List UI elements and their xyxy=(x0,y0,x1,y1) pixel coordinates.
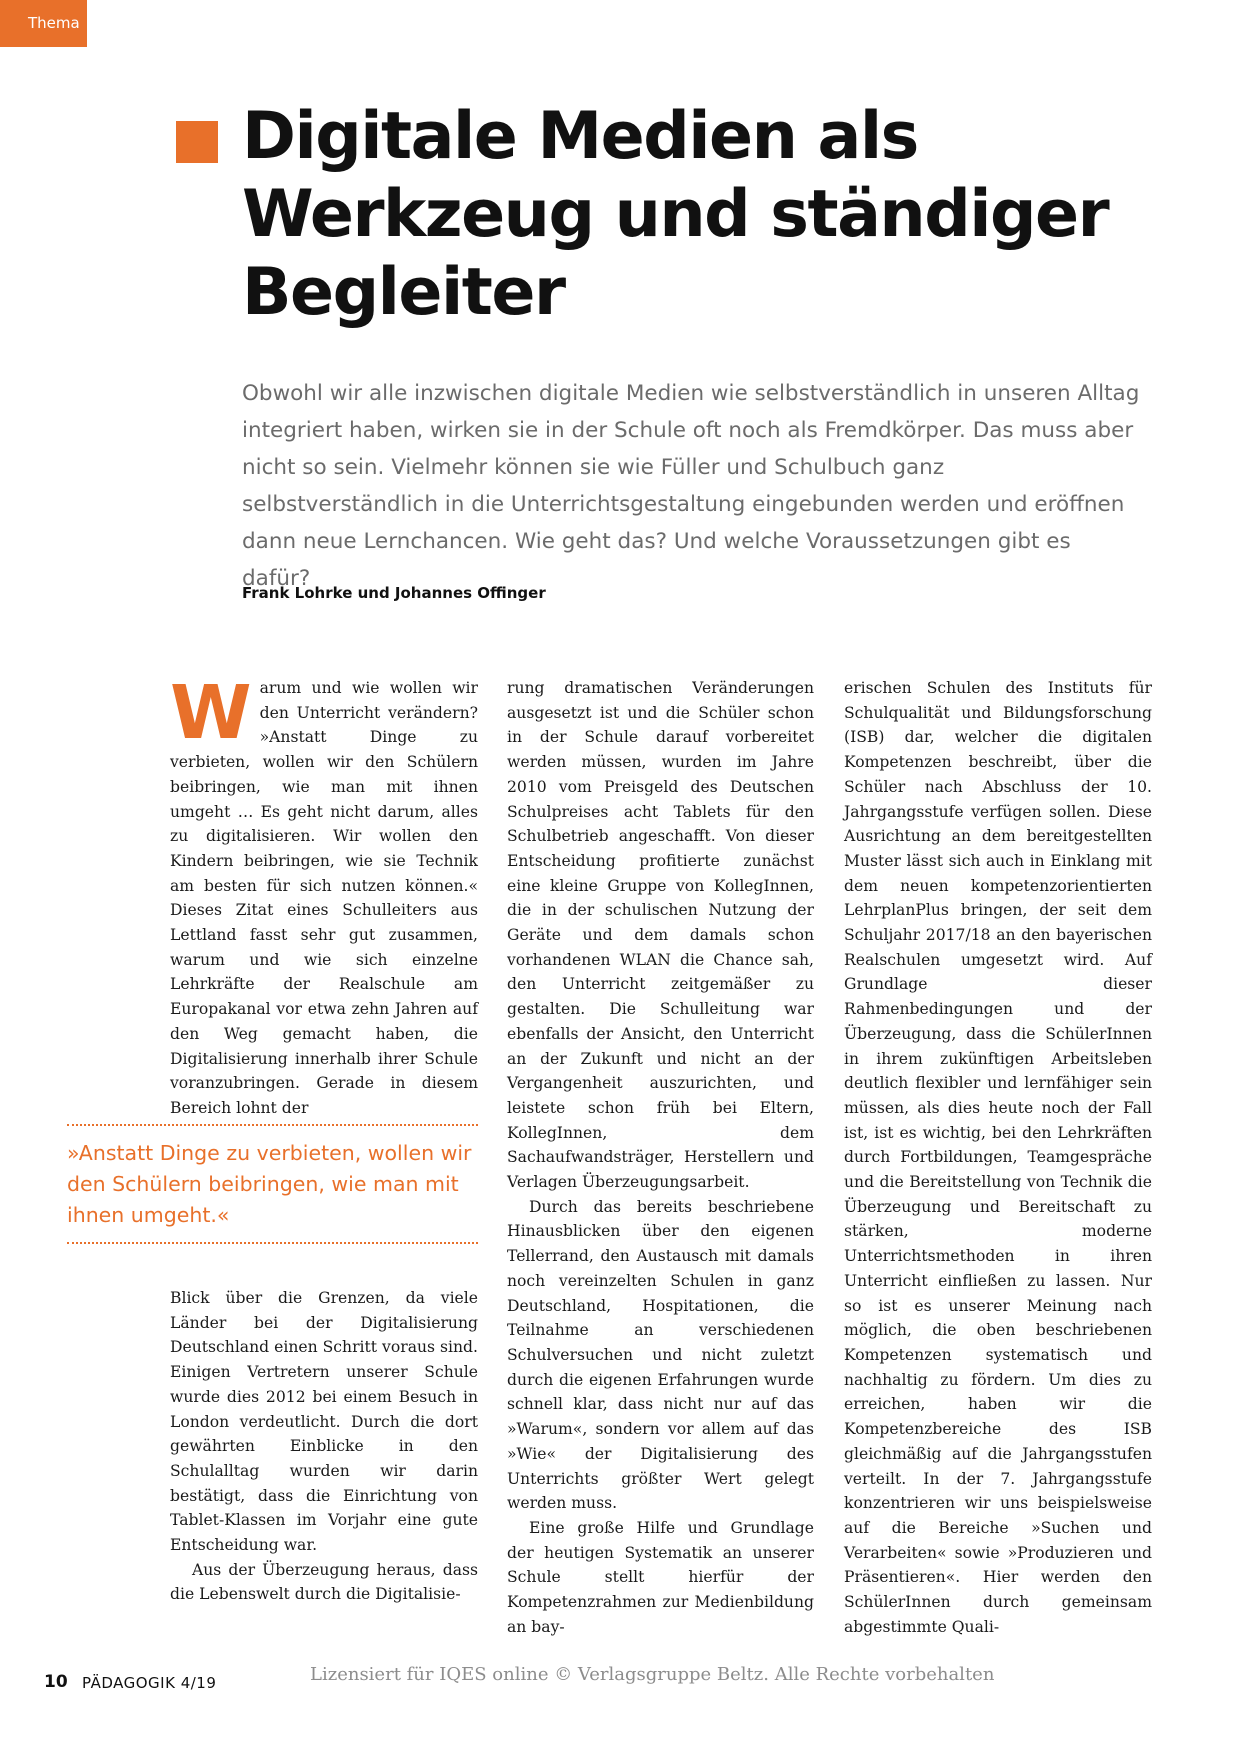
article-title: Digitale Medien als Werkzeug und ständiger Begleiter xyxy=(242,99,1109,330)
body-text: arum und wie wollen wir den Unterricht verändern? »Anstatt Dinge zu verbieten, wollen wir den Schülern beibringen, wie man mit ihnen umgeht … Es geht nicht darum, alles zu digitalisieren. Wir wollen den Kindern beibringen, wie sie Technik am besten für sich nutzen können.« Dieses Zitat eines Schulleiters aus Lettland fasst sehr gut zusammen, warum und wie sich einzelne Lehrkräfte der Realschule am Europakanal vor etwa zehn Jahren auf den Weg gemacht haben, die Digitalisierung innerhalb ihrer Schule voranzubringen. Gerade in diesem Bereich lohnt der xyxy=(170,679,478,1117)
body-paragraph: rung dramatischen Veränderungen ausgesetzt ist und die Schüler schon in der Schule darauf vorbereitet werden müssen, wurden im Jahre 2010 vom Preisgeld des Deutschen Schulpreises acht Tablets für den Schulbetrieb angeschafft. Von dieser Entscheidung profitierte zunächst eine kleine Gruppe von KollegInnen, die in der schulischen Nutzung der Geräte und dem damals schon vorhandenen WLAN die Chance sah, den Unterricht zeitgemäßer zu gestalten. Die Schulleitung war ebenfalls der Ansicht, den Unterricht an der Zukunft und nicht an der Vergangenheit auszurichten, und leistete schon früh bei Eltern, KollegInnen, dem Sachaufwandsträger, Herstellern und Verlagen Überzeugungsarbeit. xyxy=(507,679,814,1192)
magazine-issue: PÄDAGOGIK 4/19 xyxy=(82,1674,217,1692)
pullquote-rule-top xyxy=(67,1124,478,1126)
body-column-2 xyxy=(507,676,814,1639)
article-lead: Obwohl wir alle inzwischen digitale Medien wie selbstverständlich in unseren Alltag integriert haben, wirken sie in der Schule oft noch als Fremdkörper. Das muss aber nicht so sein. Vielmehr können sie wie Füller und Schulbuch ganz selbstverständlich in die Unterrichtsgestaltung eingebunden werden und eröffnen dann neue Lernchancen. Wie geht das? Und welche Voraussetzungen gibt es dafür? xyxy=(242,381,1140,591)
body-paragraph: Durch das bereits beschriebene Hinausblicken über den eigenen Tellerrand, den Austausch mit damals noch vereinzelten Schulen in ganz Deutschland, Hospitationen, die Teilnahme an verschiedenen Schulversuchen und nicht zuletzt durch die eigenen Erfahrungen wurde schnell klar, dass nicht nur auf das »Warum«, sondern vor allem auf das »Wie« der Digitalisierung des Unterrichts größter Wert gelegt werden muss. xyxy=(507,1197,814,1513)
body-paragraph: Aus der Überzeugung heraus, dass die Lebenswelt durch die Digitalisie- xyxy=(170,1560,478,1604)
body-paragraph: Eine große Hilfe und Grundlage der heutigen Systematik an unserer Schule stellt hierfür der Kompetenzrahmen zur Medienbildung an bay- xyxy=(507,1518,814,1636)
title-marker xyxy=(176,121,218,163)
page-number: 10 xyxy=(44,1672,68,1692)
body-column-1-top xyxy=(170,670,478,1121)
body-paragraph: Blick über die Grenzen, da viele Länder bei der Digitalisierung Deutschland einen Schritt voraus sind. Einigen Vertretern unserer Schule wurde dies 2012 bei einem Besuch in London verdeutlicht. Durch die dort gewährten Einblicke in den Schulalltag wurden wir darin bestätigt, dass die Einrichtung von Tablet-Klassen im Vorjahr eine gute Entscheidung war. xyxy=(170,1289,478,1555)
body-column-1-bottom xyxy=(170,1286,478,1607)
body-paragraph: erischen Schulen des Instituts für Schulqualität und Bildungsforschung (ISB) dar, welcher die digitalen Kompetenzen beschreibt, über die Schüler nach Abschluss der 10. Jahrgangsstufe verfügen sollen. Diese Ausrichtung an dem bereitgestellten Muster lässt sich auch in Einklang mit dem neuen kompetenzorientierten LehrplanPlus bringen, der seit dem Schuljahr 2017/18 an den bayerischen Realschulen umgesetzt wird. Auf Grundlage dieser Rahmenbedingungen und der Überzeugung, dass die SchülerInnen in ihrem zukünftigen Arbeitsleben deutlich flexibler und lernfähiger sein müssen, als dies heute noch der Fall ist, ist es wichtig, bei den Lehrkräften durch Fortbildungen, Teamgespräche und die Bereitstellung von Technik die Überzeugung und Bereitschaft zu stärken, moderne Unterrichtsmethoden in ihren Unterricht einfließen zu lassen. Nur so ist es unserer Meinung nach möglich, die oben beschriebenen Kompetenzen systematisch und nachhaltig zu fördern. Um dies zu erreichen, haben wir die Kompetenzbereiche des ISB gleichmäßig auf die Jahrgangsstufen verteilt. In der 7. Jahrgangsstufe konzentrieren wir uns beispielsweise auf die Bereiche »Suchen und Verarbeiten« sowie »Produzieren und Präsentieren«. Hier werden den SchülerInnen durch gemeinsam abgestimmte Quali- xyxy=(844,679,1152,1636)
drop-cap: W xyxy=(170,670,252,756)
pullquote-rule-bottom xyxy=(67,1242,478,1244)
body-paragraph xyxy=(170,670,478,1121)
pullquote: »Anstatt Dinge zu verbieten, wollen wir den Schülern beibringen, wie man mit ihnen umgeht.« xyxy=(67,1141,472,1227)
body-column-3 xyxy=(844,676,1152,1639)
section-tag: Thema xyxy=(0,0,87,47)
article-authors: Frank Lohrke und Johannes Offinger xyxy=(242,584,546,602)
license-notice: Lizensiert für IQES online © Verlagsgruppe Beltz. Alle Rechte vorbehalten xyxy=(310,1664,995,1685)
